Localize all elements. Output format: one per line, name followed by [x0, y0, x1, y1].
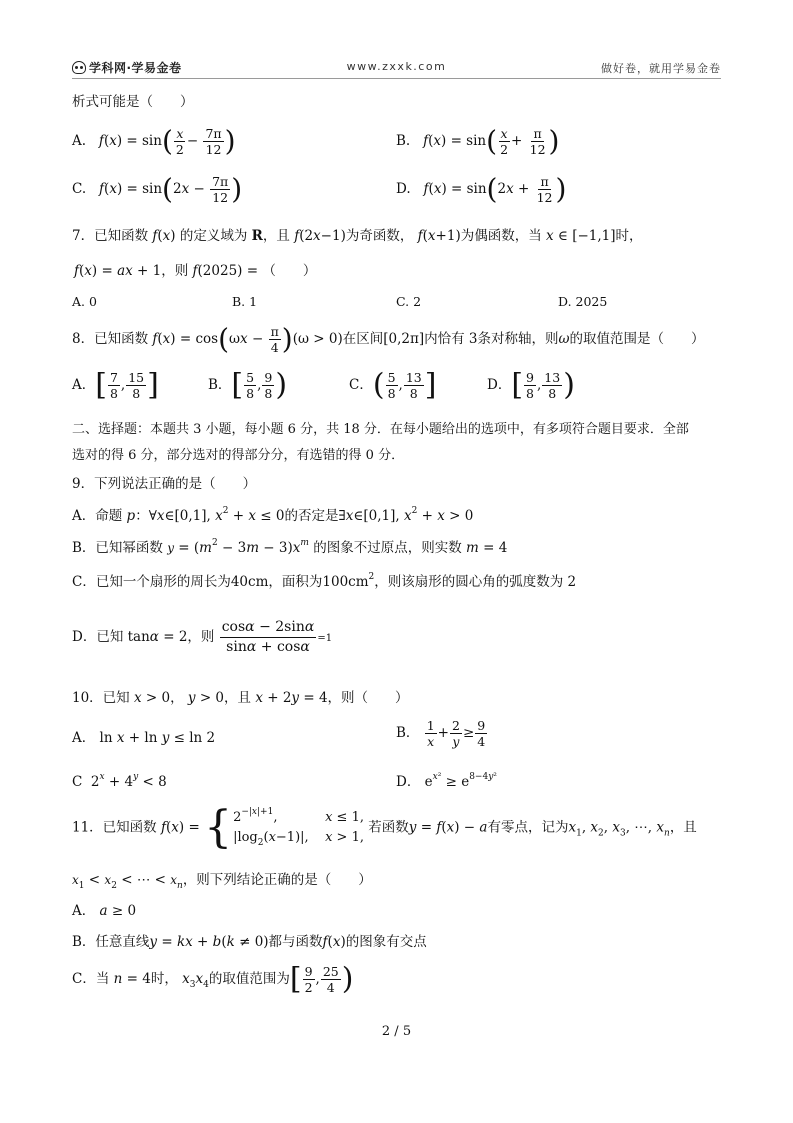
q7-stem-line2: f(x) = ax + 1，则 f(2025) = （ ）: [74, 263, 317, 279]
section2-instructions-2: 选对的得 6 分，部分选对的得部分分，有选错的得 0 分．: [72, 448, 405, 463]
piecewise-function: { $2^{-|x|+1}$, x ≤ 1, $|\log_2(x-1)|$, x > 1,: [204, 802, 364, 853]
q6-tail: 析式可能是（ ）: [72, 94, 194, 110]
q10-option-b: B． $\frac{1}{x}$ + $\frac{2}{y}$ ≥ $\frac{9}{4}$: [396, 718, 486, 749]
q8-stem: 8．已知函数 f(x) = cos(ωx − $\frac{\pi}{4}$ )(ω > 0)在区间[0,2π]内恰有 3条对称轴，则ω的取值范围是（ ）: [72, 322, 705, 356]
q10-option-c: C $2^x + 4^y < 8$: [72, 772, 167, 790]
q7-option-a: A. 0: [72, 294, 97, 309]
q11-option-a: A． a ≥ 0: [72, 903, 137, 919]
q7-option-b: B. 1: [232, 294, 258, 309]
option-label: A.: [72, 133, 87, 149]
q8-option-a: A．[ $\frac{7}{8}$ , $\frac{15}{8}$ ]: [72, 367, 159, 403]
q7-option-d: D. 2025: [558, 294, 608, 309]
q10-stem: 10．已知 x > 0， y > 0，且 x + 2y = 4，则（ ）: [72, 690, 409, 706]
q9-option-c: C．已知一个扇形的周长为40cm，面积为$100cm^2$，则该扇形的圆心角的弧度数为 2: [72, 572, 577, 590]
option-label: B.: [396, 133, 411, 149]
header-slogan: 做好卷，就用学易金卷: [601, 62, 721, 75]
q11-option-c: C．当 n = 4时， $x_3x_4$的取值范围为[ $\frac{9}{2}$ , $\frac{25}{4}$ ): [72, 961, 354, 997]
q6-option-c: C. f(x) = sin(2x − $\frac{7\pi}{12}$ ): [72, 172, 243, 206]
q9-stem: 9．下列说法正确的是（ ）: [72, 476, 257, 492]
q11-stem: 11．已知函数 f(x) = { $2^{-|x|+1}$, x ≤ 1, $|\log_2(x-1)|$, x > 1, 若函数y = f(x) − a有零点，记为$x_1$, $x_2$, $x_3$, ⋯, $x_n$，且: [72, 802, 697, 853]
q9-option-b: B．已知幂函数 $y = (m^2 - 3m - 3)x^m$ 的图象不过原点，则实数 m = 4: [72, 538, 508, 556]
q8-option-d: D．[ $\frac{9}{8}$ , $\frac{13}{8}$ ): [487, 367, 575, 403]
logo-text: 学科网·学易金卷: [89, 61, 182, 75]
q10-option-d: D． $e^{x^2} \ge e^{8-4y^2}$: [396, 772, 497, 790]
q9-option-d: D．已知 tanα = 2，则 $\frac{\cos\alpha - 2\sin\alpha}{\sin\alpha + \cos\alpha}$ =1: [72, 619, 333, 655]
option-label: C.: [72, 181, 87, 197]
page-header: [72, 58, 721, 79]
page-number: 2 / 5: [381, 1024, 412, 1039]
q6-option-d: D. f(x) = sin(2x + $\frac{\pi}{12}$ ): [396, 172, 567, 206]
section2-instructions-1: 二、选择题：本题共 3 小题，每小题 6 分，共 18 分．在每小题给出的选项中，有多项符合题目要求．全部: [72, 422, 689, 437]
q6-option-b: B. f(x) = sin( $\frac{x}{2}$ + $\frac{\pi}{12}$ ): [396, 124, 560, 158]
q8-option-c: C．( $\frac{5}{8}$ , $\frac{13}{8}$ ]: [349, 367, 437, 403]
q10-option-a: A． ln x + ln y ≤ ln 2: [72, 730, 216, 746]
q11-stem-line2: $x_1 < x_2$ < ⋯ < $x_n$，则下列结论正确的是（ ）: [72, 872, 372, 891]
q7-option-c: C. 2: [396, 294, 422, 309]
q7-stem-line1: 7．已知函数 f(x) 的定义域为 R，且 f(2x−1)为奇函数， f(x+1)为偶函数，当 x ∈ [−1,1]时，: [72, 228, 643, 244]
q9-option-a: A．命题 p：∀x∈[0,1], $x^2 + x \le 0$的否定是∃x∈[0,1], $x^2 + x > 0$: [72, 506, 474, 524]
q11-option-b: B．任意直线y = kx + b(k ≠ 0)都与函数f(x)的图象有交点: [72, 934, 427, 950]
site-url: www.zxxk.com: [346, 60, 447, 73]
option-label: D.: [396, 181, 411, 197]
q8-option-b: B．[ $\frac{5}{8}$ , $\frac{9}{8}$ ): [208, 367, 288, 403]
q6-option-a: A. f(x) = sin( $\frac{x}{2}$ − $\frac{7\pi}{12}$ ): [72, 124, 236, 158]
